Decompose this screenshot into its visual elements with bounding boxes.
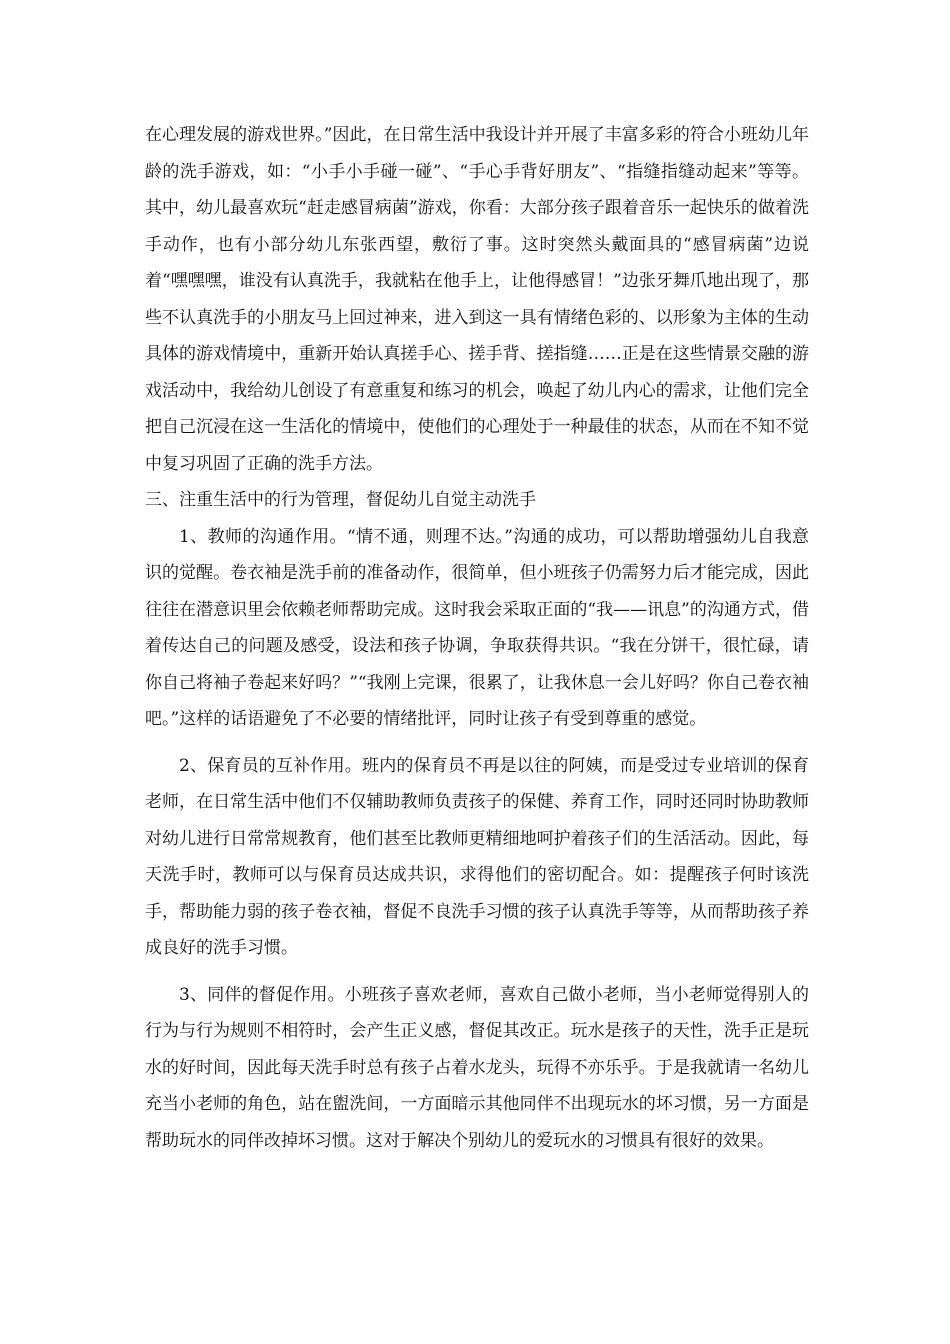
paragraph-peer-supervision: 3、同伴的督促作用。小班孩子喜欢老师，喜欢自己做小老师，当小老师觉得别人的行为与行为规则不相符时，会产生正义感，督促其改正。玩水是孩子的天性，洗手正是玩水的好时间，因此每天洗手时总有孩子占着水龙头，玩得不亦乐乎。于是我就请一名幼儿充当小老师的角色，站在盥洗间，一方面暗示其他同伴不出现玩水的坏习惯，另一方面是帮助玩水的同伴改掉坏习惯。这对于解决个别幼儿的爱玩水的习惯具有很好的效果。 — [145, 984, 809, 1151]
paragraph-handwashing-games: 在心理发展的游戏世界。”因此，在日常生活中我设计并开展了丰富多彩的符合小班幼儿年龄的洗手游戏，如：“小手小手碰一碰”、“手心手背好朋友”、“指缝指缝动起来”等等。其中，幼儿最喜欢玩“赶走感冒病菌”游戏，你看：大部分孩子跟着音乐一起快乐的做着洗手动作，也有小部分幼儿东张西望，敷衍了事。这时突然头戴面具的“感冒病菌”边说着“嘿嘿嘿，谁没有认真洗手，我就粘在他手上，让他得感冒！”边张牙舞爪地出现了，那些不认真洗手的小朋友马上回过神来，进入到这一具有情绪色彩的、以形象为主体的生动具体的游戏情境中，重新开始认真搓手心、搓手背、搓指缝……正是在这些情景交融的游戏活动中，我给幼儿创设了有意重复和练习的机会，唤起了幼儿内心的需求，让他们完全把自己沉浸在这一生活化的情境中，使他们的心理处于一种最佳的状态，从而在不知不觉中复习巩固了正确的洗手方法。 — [145, 125, 809, 474]
document-body — [145, 117, 809, 1159]
paragraph-caregiver-role: 2、保育员的互补作用。班内的保育员不再是以往的阿姨，而是受过专业培训的保育老师，在日常生活中他们不仅辅助教师负责孩子的保健、养育工作，同时还同时协助教师对幼儿进行日常常规教育，他们甚至比教师更精细地呵护着孩子们的生活活动。因此，每天洗手时，教师可以与保育员达成共识，求得他们的密切配合。如：提醒孩子何时该洗手，帮助能力弱的孩子卷衣袖，督促不良洗手习惯的孩子认真洗手等等，从而帮助孩子养成良好的洗手习惯。 — [145, 755, 809, 958]
paragraph-teacher-communication: 1、教师的沟通作用。“情不通，则理不达。”沟通的成功，可以帮助增强幼儿自我意识的觉醒。卷衣袖是洗手前的准备动作，很简单，但小班孩子仍需努力后才能完成，因此往往在潜意识里会依赖老师帮助完成。这时我会采取正面的“我——讯息”的沟通方式，借着传达自己的问题及感受，设法和孩子协调，争取获得共识。“我在分饼干，很忙碌，请你自己将袖子卷起来好吗？”“我刚上完课，很累了，让我休息一会儿好吗？你自己卷衣袖吧。”这样的话语避免了不必要的情绪批评，同时让孩子有受到尊重的感觉。 — [145, 526, 809, 729]
section-heading-three: 三、注重生活中的行为管理，督促幼儿自觉主动洗手 — [145, 490, 536, 510]
